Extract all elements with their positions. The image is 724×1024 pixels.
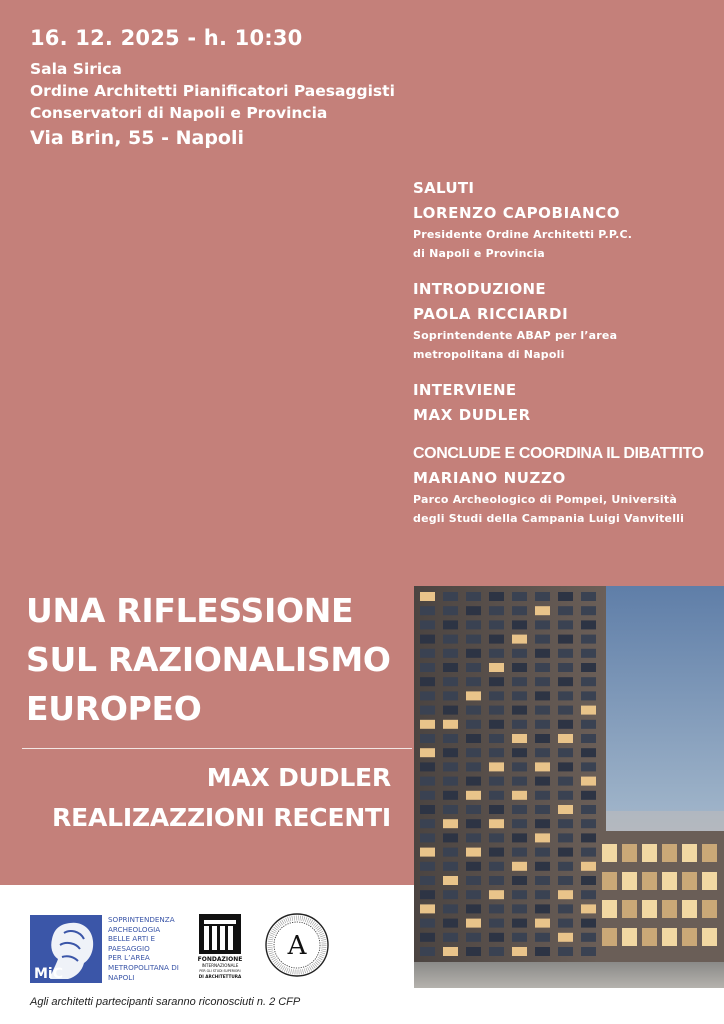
venue-line: Conservatori di Napoli e Provincia: [30, 104, 328, 122]
window: [420, 791, 435, 800]
window: [443, 649, 458, 658]
window: [682, 844, 697, 862]
window: [512, 649, 527, 658]
window: [581, 947, 596, 956]
window: [489, 706, 504, 715]
window: [512, 720, 527, 729]
subtitle-line: REALIZAZZIONI RECENTI: [52, 803, 391, 832]
mic-text-line: SOPRINTENDENZA: [108, 915, 175, 924]
window: [581, 649, 596, 658]
window: [489, 620, 504, 629]
mic-logo: [30, 915, 102, 983]
window: [420, 649, 435, 658]
window: [535, 876, 550, 885]
window: [466, 919, 481, 928]
window: [581, 734, 596, 743]
window: [443, 876, 458, 885]
window: [535, 592, 550, 601]
window: [581, 706, 596, 715]
window: [581, 848, 596, 857]
headline-line: EUROPEO: [26, 689, 202, 728]
window: [602, 900, 617, 918]
window: [420, 706, 435, 715]
window: [535, 862, 550, 871]
window: [443, 691, 458, 700]
window: [443, 606, 458, 615]
window: [702, 900, 717, 918]
window: [558, 663, 573, 672]
window: [443, 677, 458, 686]
window: [512, 592, 527, 601]
window: [682, 872, 697, 890]
window: [420, 819, 435, 828]
window: [489, 635, 504, 644]
fia-text-line: DI ARCHITETTURA: [198, 974, 242, 979]
window: [535, 649, 550, 658]
window: [512, 805, 527, 814]
window: [443, 848, 458, 857]
window: [443, 706, 458, 715]
window: [489, 848, 504, 857]
window: [581, 748, 596, 757]
window: [512, 620, 527, 629]
window: [420, 933, 435, 942]
window: [702, 872, 717, 890]
window: [512, 791, 527, 800]
window: [622, 872, 637, 890]
window: [581, 762, 596, 771]
building-photo: [414, 586, 724, 988]
window: [420, 833, 435, 842]
window: [443, 791, 458, 800]
window: [558, 848, 573, 857]
subtitle-line: MAX DUDLER: [206, 763, 391, 792]
window: [466, 649, 481, 658]
window: [558, 791, 573, 800]
window: [466, 706, 481, 715]
window: [420, 635, 435, 644]
event-date: 16. 12. 2025 - h. 10:30: [30, 26, 303, 50]
window: [512, 819, 527, 828]
window: [602, 928, 617, 946]
window: [581, 777, 596, 786]
window: [581, 677, 596, 686]
window: [535, 706, 550, 715]
window: [558, 904, 573, 913]
window: [443, 947, 458, 956]
window: [489, 890, 504, 899]
headline-line: UNA RIFLESSIONE: [26, 591, 354, 630]
window: [489, 734, 504, 743]
window: [466, 635, 481, 644]
venue-line: Ordine Architetti Pianificatori Paesaggisti: [30, 82, 395, 100]
program-heading: SALUTI: [413, 179, 475, 197]
window: [489, 933, 504, 942]
window: [466, 904, 481, 913]
window: [535, 805, 550, 814]
window: [581, 919, 596, 928]
subtitle: [52, 758, 391, 838]
venue-address: Via Brin, 55 - Napoli: [30, 127, 245, 149]
window: [420, 620, 435, 629]
window: [558, 947, 573, 956]
window: [466, 791, 481, 800]
window: [622, 844, 637, 862]
window: [443, 890, 458, 899]
window: [443, 734, 458, 743]
window: [535, 777, 550, 786]
window: [682, 900, 697, 918]
window: [642, 900, 657, 918]
program-item: [413, 176, 713, 263]
window: [489, 663, 504, 672]
window: [466, 663, 481, 672]
window: [512, 734, 527, 743]
window: [466, 848, 481, 857]
window: [558, 606, 573, 615]
window: [558, 876, 573, 885]
mic-text-line: METROPOLITANA DI: [108, 962, 179, 972]
window: [535, 833, 550, 842]
speaker-role: di Napoli e Provincia: [413, 247, 545, 260]
program-list: [413, 176, 713, 542]
window: [420, 734, 435, 743]
headline: [26, 586, 391, 733]
window: [512, 848, 527, 857]
window: [420, 691, 435, 700]
window: [512, 606, 527, 615]
mic-text-line: ARCHEOLOGIA: [108, 924, 161, 934]
speaker-name: LORENZO CAPOBIANCO: [413, 204, 621, 222]
window: [443, 805, 458, 814]
window: [535, 933, 550, 942]
window: [642, 872, 657, 890]
window: [558, 919, 573, 928]
window: [558, 677, 573, 686]
window: [420, 890, 435, 899]
window: [558, 706, 573, 715]
window: [420, 919, 435, 928]
window: [420, 663, 435, 672]
program-item: [413, 441, 713, 528]
headline-line: SUL RAZIONALISMO: [26, 640, 391, 679]
window: [512, 890, 527, 899]
window: [420, 777, 435, 786]
window: [489, 691, 504, 700]
window: [489, 833, 504, 842]
ordine-architetti-seal: [264, 912, 330, 978]
window: [581, 833, 596, 842]
window: [581, 791, 596, 800]
window: [662, 900, 677, 918]
window: [535, 848, 550, 857]
window: [443, 720, 458, 729]
window: [535, 791, 550, 800]
window: [420, 720, 435, 729]
window: [622, 928, 637, 946]
window: [466, 862, 481, 871]
fondazione-logo: [196, 912, 244, 982]
fia-text-line: FONDAZIONE: [197, 956, 243, 963]
window: [443, 762, 458, 771]
window: [489, 777, 504, 786]
window: [466, 720, 481, 729]
window: [420, 862, 435, 871]
window: [466, 691, 481, 700]
window: [466, 592, 481, 601]
mic-text-line: PAESAGGIO: [108, 943, 150, 953]
window: [443, 933, 458, 942]
window: [466, 677, 481, 686]
window: [581, 890, 596, 899]
window: [581, 606, 596, 615]
event-info: [30, 26, 395, 152]
window: [535, 947, 550, 956]
window: [558, 819, 573, 828]
window: [535, 762, 550, 771]
window: [466, 777, 481, 786]
window: [443, 862, 458, 871]
window: [489, 762, 504, 771]
window: [420, 904, 435, 913]
window: [489, 606, 504, 615]
window: [702, 928, 717, 946]
program-heading: INTERVIENE: [413, 381, 517, 399]
mic-text-line: NAPOLI: [108, 972, 135, 982]
window: [558, 620, 573, 629]
window: [558, 777, 573, 786]
window: [466, 833, 481, 842]
window: [581, 876, 596, 885]
window: [535, 677, 550, 686]
window: [489, 876, 504, 885]
window: [466, 620, 481, 629]
window: [512, 947, 527, 956]
window: [489, 748, 504, 757]
window: [558, 862, 573, 871]
speaker-role: metropolitana di Napoli: [413, 348, 565, 361]
window: [581, 819, 596, 828]
window: [420, 762, 435, 771]
window: [682, 928, 697, 946]
window: [443, 819, 458, 828]
window: [558, 635, 573, 644]
window: [558, 833, 573, 842]
window: [466, 805, 481, 814]
window: [535, 904, 550, 913]
window: [535, 748, 550, 757]
mic-text-line: BELLE ARTI E: [108, 934, 156, 944]
window: [466, 890, 481, 899]
window: [512, 748, 527, 757]
window: [535, 734, 550, 743]
window: [443, 620, 458, 629]
window: [558, 734, 573, 743]
window: [512, 904, 527, 913]
program-item: [413, 277, 713, 364]
window: [642, 928, 657, 946]
window: [420, 677, 435, 686]
window: [466, 819, 481, 828]
window: [512, 706, 527, 715]
window: [420, 805, 435, 814]
window: [489, 919, 504, 928]
mic-logo-text: [108, 915, 179, 982]
window: [466, 876, 481, 885]
window: [581, 592, 596, 601]
window: [558, 762, 573, 771]
window: [535, 890, 550, 899]
window: [662, 872, 677, 890]
window: [512, 677, 527, 686]
window: [466, 748, 481, 757]
window: [443, 663, 458, 672]
window: [581, 620, 596, 629]
window: [512, 663, 527, 672]
window: [581, 720, 596, 729]
window: [512, 691, 527, 700]
window: [512, 933, 527, 942]
speaker-name: PAOLA RICCIARDI: [413, 305, 569, 323]
speaker-role: Soprintendente ABAP per l’area: [413, 329, 618, 342]
seal-letter: A: [287, 931, 307, 961]
window: [420, 748, 435, 757]
window: [558, 890, 573, 899]
window: [489, 720, 504, 729]
program-heading: CONCLUDE E COORDINA IL DIBATTITO: [413, 445, 704, 462]
speaker-name: MAX DUDLER: [413, 406, 531, 424]
window: [443, 748, 458, 757]
window: [558, 805, 573, 814]
window: [420, 876, 435, 885]
window: [489, 904, 504, 913]
mic-text-line: PER L’AREA: [108, 953, 150, 963]
window: [535, 919, 550, 928]
window: [420, 606, 435, 615]
window: [581, 805, 596, 814]
window: [443, 592, 458, 601]
window: [535, 635, 550, 644]
window: [702, 844, 717, 862]
window: [622, 900, 637, 918]
window: [512, 833, 527, 842]
window: [489, 592, 504, 601]
window: [443, 777, 458, 786]
window: [581, 862, 596, 871]
window: [602, 844, 617, 862]
speaker-role: Presidente Ordine Architetti P.P.C.: [413, 228, 633, 241]
window: [420, 848, 435, 857]
window: [466, 933, 481, 942]
window: [512, 862, 527, 871]
window: [489, 862, 504, 871]
window: [535, 691, 550, 700]
window: [489, 805, 504, 814]
window: [558, 748, 573, 757]
window: [443, 919, 458, 928]
window: [581, 691, 596, 700]
window: [466, 947, 481, 956]
window: [558, 720, 573, 729]
window: [581, 933, 596, 942]
window: [535, 606, 550, 615]
window: [420, 592, 435, 601]
mic-mark: MiC: [34, 966, 64, 982]
window: [466, 762, 481, 771]
speaker-role: Parco Archeologico di Pompei, Università: [413, 493, 677, 506]
window: [443, 833, 458, 842]
window: [535, 819, 550, 828]
fia-text-line: INTERNAZIONALE: [201, 963, 239, 968]
fia-text-line: PER GLI STUDI SUPERIORI: [199, 969, 241, 973]
window: [512, 777, 527, 786]
window: [466, 734, 481, 743]
window: [662, 928, 677, 946]
speaker-role: degli Studi della Campania Luigi Vanvitelli: [413, 512, 685, 525]
window: [602, 872, 617, 890]
window: [512, 876, 527, 885]
window: [581, 904, 596, 913]
footer-note: Agli architetti partecipanti saranno riconosciuti n. 2 CFP: [30, 996, 301, 1008]
program-item: [413, 378, 713, 427]
window: [489, 649, 504, 658]
window: [535, 720, 550, 729]
window: [662, 844, 677, 862]
window: [558, 592, 573, 601]
window: [489, 677, 504, 686]
window: [535, 663, 550, 672]
program-heading: INTRODUZIONE: [413, 280, 546, 298]
divider: [22, 748, 412, 749]
venue-line: Sala Sirica: [30, 60, 122, 78]
window: [512, 762, 527, 771]
window: [535, 620, 550, 629]
window: [420, 947, 435, 956]
window: [558, 933, 573, 942]
window: [466, 606, 481, 615]
window: [581, 635, 596, 644]
window: [512, 635, 527, 644]
window: [581, 663, 596, 672]
window: [512, 919, 527, 928]
window: [489, 947, 504, 956]
window: [558, 691, 573, 700]
window: [558, 649, 573, 658]
window: [443, 904, 458, 913]
window: [443, 635, 458, 644]
speaker-name: MARIANO NUZZO: [413, 469, 566, 487]
building-photo-image: [414, 586, 724, 988]
window: [489, 791, 504, 800]
window: [489, 819, 504, 828]
window: [642, 844, 657, 862]
